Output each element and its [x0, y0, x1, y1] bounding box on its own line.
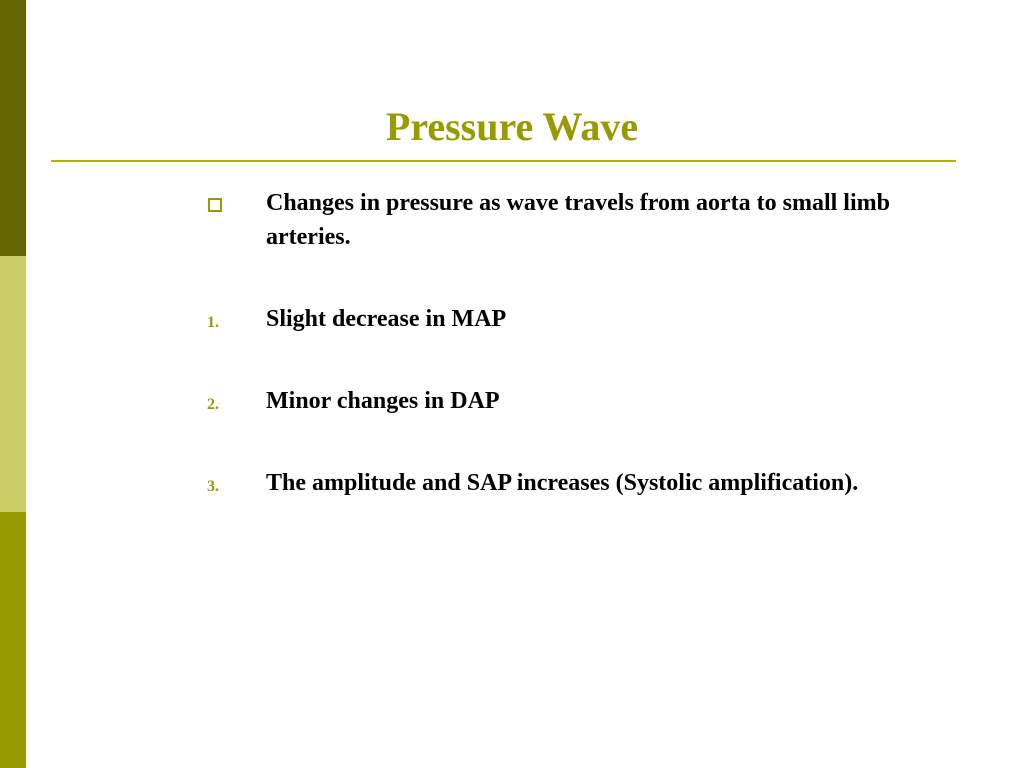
- sidebar-segment-middle: [0, 256, 26, 512]
- hollow-square-bullet-icon: [208, 198, 222, 212]
- list-item-1: Slight decrease in MAP: [266, 306, 507, 332]
- sidebar-segment-bottom: [0, 512, 26, 768]
- slide-title: Pressure Wave: [385, 104, 639, 149]
- list-item-2: Minor changes in DAP: [266, 388, 500, 414]
- list-item-3: The amplitude and SAP increases (Systolic amplification).: [266, 470, 859, 496]
- title-underline: [51, 160, 956, 162]
- item-number-3: 3.: [207, 478, 219, 495]
- item-number-1: 1.: [207, 314, 219, 331]
- bullet-text: Changes in pressure as wave travels from aorta to small limb arteries.: [266, 190, 890, 250]
- item-number-2: 2.: [207, 396, 219, 413]
